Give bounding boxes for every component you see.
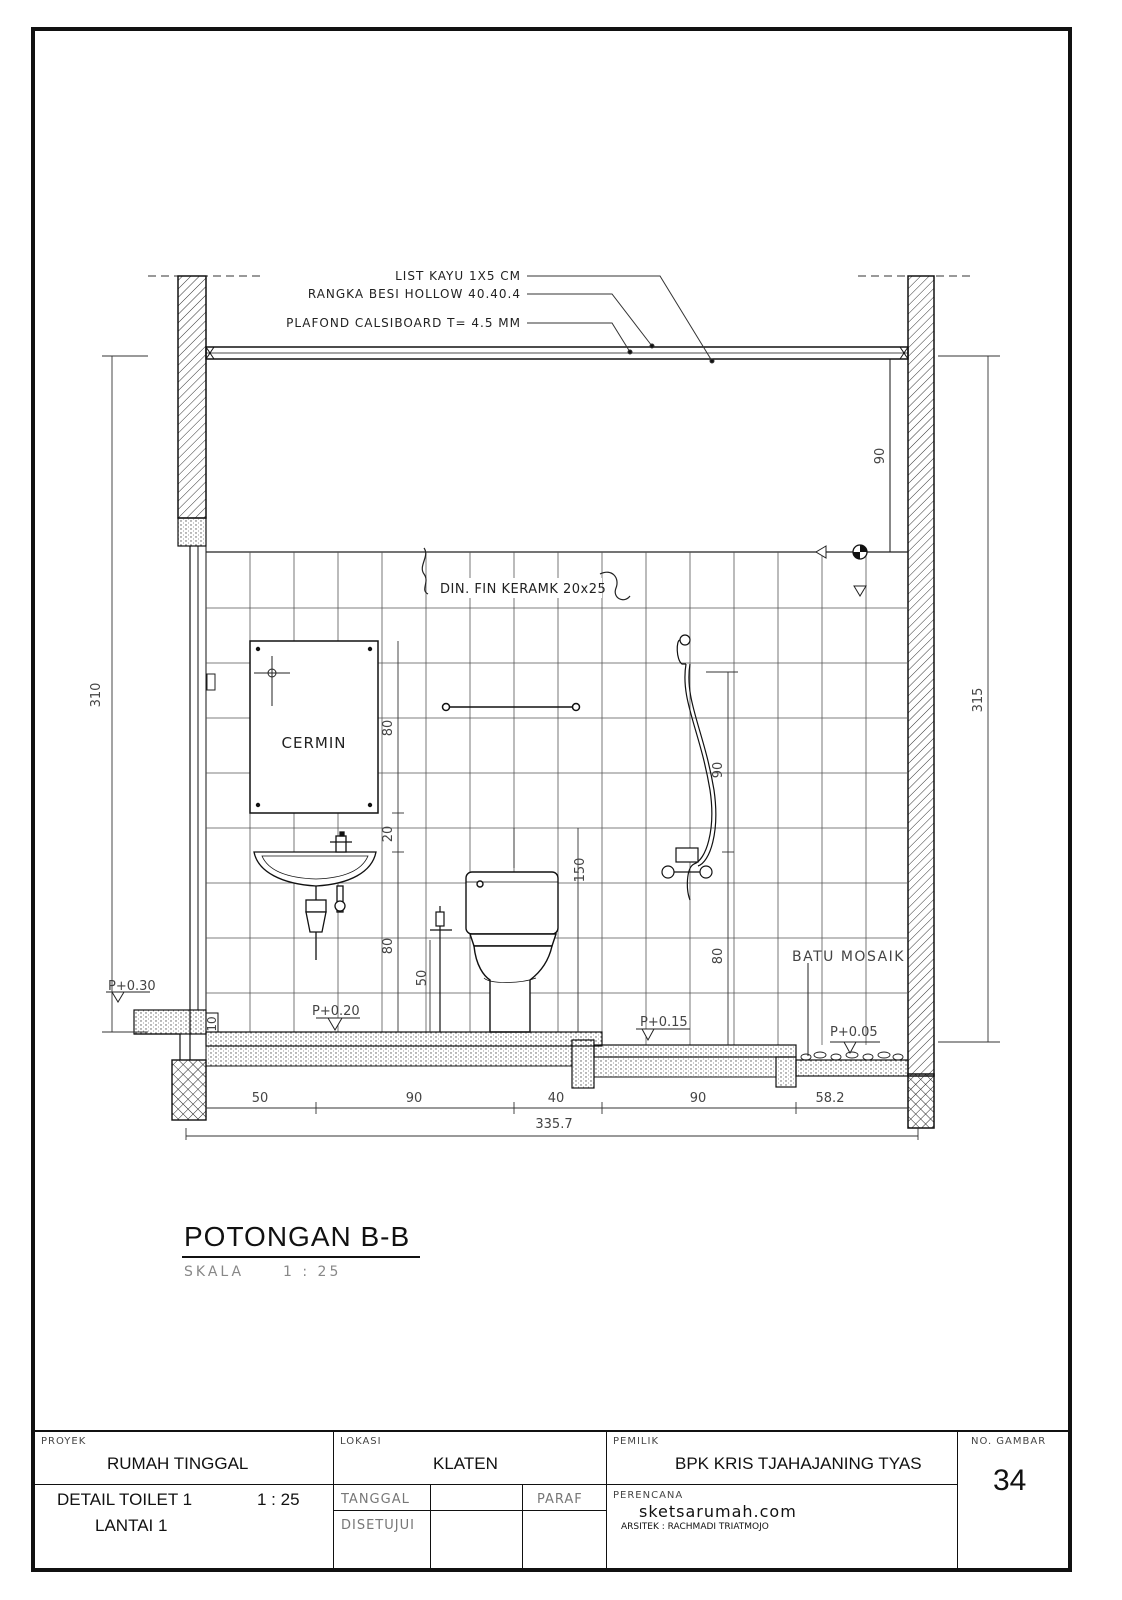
dim-total: 335.7 (535, 1117, 573, 1132)
dim-80-valve: 80 (711, 947, 726, 965)
drawing-title: POTONGAN B-B (184, 1221, 411, 1252)
proyek-value: RUMAH TINGGAL (107, 1454, 249, 1473)
divider (333, 1510, 606, 1511)
dim-20: 20 (381, 825, 396, 843)
divider (957, 1430, 958, 1568)
dim-80-mirror: 80 (381, 719, 396, 737)
website: sketsarumah.com (639, 1502, 797, 1521)
ceiling-leaders (527, 276, 714, 363)
level-p005: P+0.05 (830, 1025, 878, 1040)
scale-value: 1 : 25 (283, 1264, 342, 1280)
scale-label: SKALA (184, 1264, 245, 1280)
tanggal-label: TANGGAL (341, 1492, 410, 1507)
dim-w-40: 40 (547, 1091, 565, 1106)
section-mark (853, 545, 867, 559)
tissue-holder (207, 674, 215, 690)
dim-w-58: 58.2 (815, 1091, 845, 1106)
divider (430, 1484, 431, 1568)
ceiling-plafond (206, 347, 908, 552)
no-gambar-label: NO. GAMBAR (971, 1436, 1047, 1447)
perencana-label: PERENCANA (613, 1490, 684, 1501)
drawing-scale (184, 1264, 341, 1280)
divider (606, 1430, 607, 1568)
level-p030: P+0.30 (108, 979, 156, 994)
wall-finish-label: DIN. FIN KERAMK 20x25 (440, 582, 607, 597)
lokasi-value: KLATEN (433, 1454, 498, 1473)
note-list-kayu: LIST KAYU 1X5 CM (395, 269, 521, 283)
arsitek: ARSITEK : RACHMADI TRIATMOJO (621, 1522, 769, 1532)
dim-w-90b: 90 (689, 1091, 707, 1106)
dim-90-ceiling: 90 (873, 447, 888, 465)
mosaic-label: BATU MOSAIK (792, 949, 905, 965)
dim-310: 310 (89, 682, 104, 708)
divider (333, 1430, 334, 1568)
dim-150: 150 (573, 857, 588, 883)
detail-line2: LANTAI 1 (95, 1516, 168, 1535)
shower-set (662, 635, 716, 900)
mirror-label: CERMIN (281, 734, 347, 752)
towel-bar (443, 704, 580, 711)
dim-w-50: 50 (251, 1091, 269, 1106)
no-gambar-value: 34 (993, 1464, 1027, 1497)
level-p020: P+0.20 (312, 1004, 360, 1019)
pemilik-label: PEMILIK (613, 1436, 660, 1447)
mosaic-pebbles (801, 1052, 903, 1060)
dim-315: 315 (971, 687, 986, 713)
left-wall (178, 276, 206, 1060)
note-plafond: PLAFOND CALSIBOARD T= 4.5 MM (286, 316, 521, 330)
divider (35, 1484, 957, 1485)
proyek-label: PROYEK (41, 1436, 87, 1447)
detail-line1: DETAIL TOILET 1 (57, 1490, 193, 1509)
dim-90-shower: 90 (711, 761, 726, 779)
right-wall (908, 276, 934, 1128)
mirror (250, 641, 378, 813)
dim-50: 50 (415, 969, 430, 987)
divider (522, 1484, 523, 1568)
dim-80-sink: 80 (381, 937, 396, 955)
dim-w-90a: 90 (405, 1091, 423, 1106)
toilet (466, 872, 558, 1032)
title-underline (182, 1256, 420, 1258)
level-p015: P+0.15 (640, 1015, 688, 1030)
note-rangka: RANGKA BESI HOLLOW 40.40.4 (307, 287, 521, 301)
lokasi-label: LOKASI (340, 1436, 382, 1447)
washbasin (254, 832, 376, 960)
pemilik-value: BPK KRIS TJAHAJANING TYAS (675, 1454, 922, 1473)
toilet-spray (430, 906, 452, 1032)
paraf-label: PARAF (537, 1492, 583, 1507)
wall-finish-note (422, 548, 630, 600)
dim-10: 10 (205, 1016, 219, 1032)
detail-scale: 1 : 25 (257, 1490, 300, 1509)
title-block (35, 1430, 1068, 1568)
disetujui-label: DISETUJUI (341, 1518, 415, 1533)
